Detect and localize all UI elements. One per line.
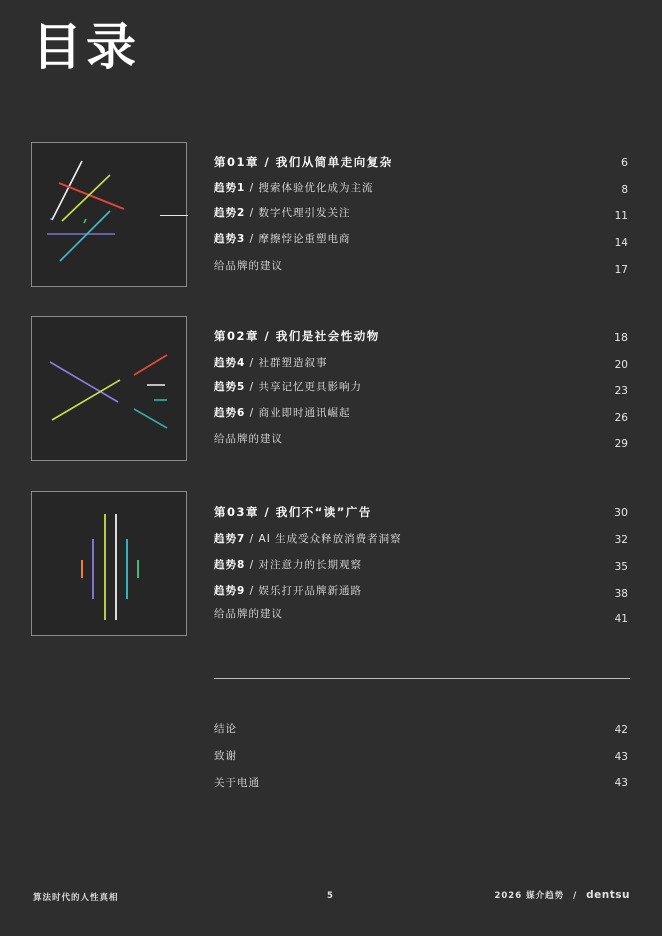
trend-3-page: 14 [614, 237, 628, 249]
trend-6-page: 26 [614, 412, 628, 424]
trend-8-page: 35 [614, 561, 628, 573]
conclusion-page: 42 [614, 724, 628, 736]
trend-1-label: 趋势1 [214, 182, 246, 194]
footer-report-name: 2026 媒介趋势 [494, 891, 565, 901]
about-dentsu-title: 关于电通 [214, 777, 260, 789]
trend-5-title: / 共享记忆更具影响力 [245, 381, 363, 393]
trend-4-label: 趋势4 [214, 357, 246, 369]
trend-1-page: 8 [621, 184, 628, 196]
trend-3-label: 趋势3 [214, 233, 246, 245]
footer-separator: / [573, 891, 578, 901]
trend-5-label: 趋势5 [214, 381, 246, 393]
trend-2-label: 趋势2 [214, 207, 246, 219]
trend-7-title: / AI 生成受众释放消费者洞察 [245, 533, 402, 545]
trend-6-label: 趋势6 [214, 407, 246, 419]
trend-3-title: / 摩擦悖论重塑电商 [245, 233, 351, 245]
chapter-2-page: 18 [614, 331, 628, 344]
chapter-1-page: 6 [621, 156, 628, 169]
dentsu-logo: dentsu [586, 889, 630, 901]
footer-brand-block [494, 889, 630, 901]
trend-5-page: 23 [614, 385, 628, 397]
trend-4-title: / 社群塑造叙事 [245, 357, 328, 369]
acknowledgements-title: 致谢 [214, 750, 237, 762]
trend-9-page: 38 [614, 588, 628, 600]
trend-8-title: / 对注意力的长期观察 [245, 559, 363, 571]
trend-7-page: 32 [614, 534, 628, 546]
acknowledgements-page: 43 [614, 751, 628, 763]
chapter-2-advice-page: 29 [614, 438, 628, 450]
chapter-3-thumbnail [31, 491, 187, 636]
chapter-3-advice-title: 给品牌的建议 [214, 608, 283, 620]
trend-4-page: 20 [614, 359, 628, 371]
footer-page-number: 5 [327, 891, 334, 901]
trend-9-title: / 娱乐打开品牌新通路 [245, 585, 363, 597]
trend-6-title: / 商业即时通讯崛起 [245, 407, 351, 419]
chapter-2-title: 第02章 / 我们是社会性动物 [214, 329, 380, 343]
trend-2-page: 11 [614, 210, 628, 222]
trend-7-label: 趋势7 [214, 533, 246, 545]
section-divider [214, 678, 630, 679]
trend-2-title: / 数字代理引发关注 [245, 207, 351, 219]
trend-8-label: 趋势8 [214, 559, 246, 571]
chapter-1-title: 第01章 / 我们从简单走向复杂 [214, 155, 393, 169]
chapter-2-advice-title: 给品牌的建议 [214, 433, 283, 445]
chapter-3-title: 第03章 / 我们不“读”广告 [214, 505, 372, 519]
chapter-2-thumbnail [31, 316, 187, 461]
page-title: 目录 [32, 18, 140, 76]
trend-9-label: 趋势9 [214, 585, 246, 597]
chapter-1-advice-title: 给品牌的建议 [214, 260, 283, 272]
chapter-1-advice-page: 17 [614, 264, 628, 276]
trend-1-title: / 搜索体验优化成为主流 [245, 182, 374, 194]
about-dentsu-page: 43 [614, 777, 628, 789]
chapter-3-page: 30 [614, 506, 628, 519]
conclusion-title: 结论 [214, 723, 237, 735]
chapter-1-connector-line [160, 215, 188, 216]
chapter-3-advice-page: 41 [614, 613, 628, 625]
footer-report-title: 算法时代的人性真相 [33, 893, 119, 903]
